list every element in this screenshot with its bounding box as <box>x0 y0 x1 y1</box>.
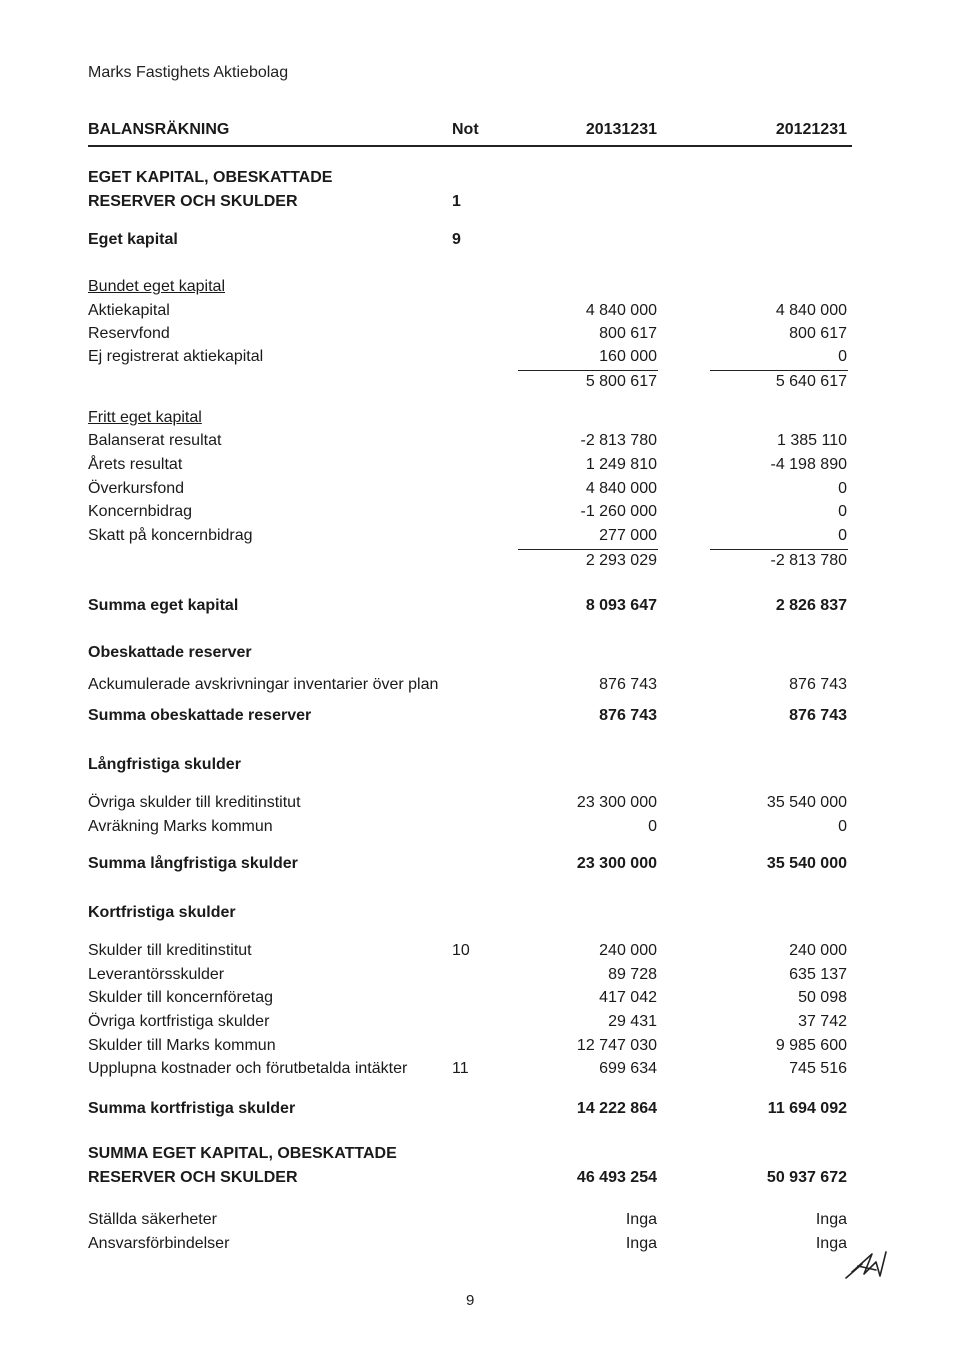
table-row: Aktiekapital 4 840 000 4 840 000 <box>88 302 847 319</box>
section-title-line-2: RESERVER OCH SKULDER 1 <box>88 193 461 210</box>
table-row: Leverantörsskulder 89 728 635 137 <box>88 966 847 983</box>
table-row: Övriga kortfristiga skulder 29 431 37 742 <box>88 1013 847 1030</box>
grand-total-row: RESERVER OCH SKULDER 46 493 254 50 937 672 <box>88 1169 847 1186</box>
table-row: Upplupna kostnader och förutbetalda intäkter 11 699 634 745 516 <box>88 1060 847 1077</box>
subtotal-rule <box>518 549 658 550</box>
table-row: Överkursfond 4 840 000 0 <box>88 480 847 497</box>
table-row: Balanserat resultat -2 813 780 1 385 110 <box>88 432 847 449</box>
langfristiga-heading: Långfristiga skulder <box>88 756 241 773</box>
table-row: Reservfond 800 617 800 617 <box>88 325 847 342</box>
page-number: 9 <box>466 1292 475 1309</box>
table-row: Skulder till kreditinstitut 10 240 000 240 000 <box>88 942 847 959</box>
table-row: Övriga skulder till kreditinstitut 23 300 000 35 540 000 <box>88 794 847 811</box>
summa-eget-kapital-row: Summa eget kapital 8 093 647 2 826 837 <box>88 597 847 614</box>
note-column-header: Not <box>452 121 479 138</box>
table-row: Ej registrerat aktiekapital 160 000 0 <box>88 348 847 365</box>
eget-kapital-heading: Eget kapital 9 <box>88 231 461 248</box>
table-row: Skatt på koncernbidrag 277 000 0 <box>88 527 847 544</box>
obeskattade-heading: Obeskattade reserver <box>88 644 252 661</box>
table-row: Årets resultat 1 249 810 -4 198 890 <box>88 456 847 473</box>
header-divider <box>88 145 852 147</box>
summa-obeskattade-row: Summa obeskattade reserver 876 743 876 743 <box>88 707 847 724</box>
subtotal-rule <box>518 370 658 371</box>
table-row: Skulder till Marks kommun 12 747 030 9 985 600 <box>88 1037 847 1054</box>
summa-kortfristiga-row: Summa kortfristiga skulder 14 222 864 11 694 092 <box>88 1100 847 1117</box>
column-header-2012: 20121231 <box>775 121 847 138</box>
table-row: Ackumulerade avskrivningar inventarier över plan 876 743 876 743 <box>88 676 847 693</box>
ansvarsforbindelser-row: Ansvarsförbindelser Inga Inga <box>88 1235 847 1252</box>
note-ref: 1 <box>452 193 461 210</box>
note-ref: 10 <box>452 942 470 959</box>
bundet-heading: Bundet eget kapital <box>88 278 225 295</box>
handwritten-initials <box>842 1234 892 1284</box>
company-name: Marks Fastighets Aktiebolag <box>88 64 289 81</box>
subtotal-rule <box>710 370 848 371</box>
subtotal-rule <box>710 549 848 550</box>
subtotal-row: 5 800 617 5 640 617 <box>585 373 847 390</box>
note-ref: 9 <box>452 231 461 248</box>
table-row: Skulder till koncernföretag 417 042 50 098 <box>88 989 847 1006</box>
kortfristiga-heading: Kortfristiga skulder <box>88 904 236 921</box>
balance-sheet-title: BALANSRÄKNING <box>88 121 230 138</box>
table-row: Koncernbidrag -1 260 000 0 <box>88 503 847 520</box>
subtotal-row: 2 293 029 -2 813 780 <box>585 552 847 569</box>
fritt-heading: Fritt eget kapital <box>88 409 202 426</box>
table-row: Avräkning Marks kommun 0 0 <box>88 818 847 835</box>
section-title: EGET KAPITAL, OBESKATTADE <box>88 169 333 186</box>
grand-total-label: SUMMA EGET KAPITAL, OBESKATTADE <box>88 1145 397 1162</box>
stallda-sakerheter-row: Ställda säkerheter Inga Inga <box>88 1211 847 1228</box>
summa-langfristiga-row: Summa långfristiga skulder 23 300 000 35 540 000 <box>88 855 847 872</box>
column-header-2013: 20131231 <box>585 121 657 138</box>
note-ref: 11 <box>452 1060 469 1077</box>
